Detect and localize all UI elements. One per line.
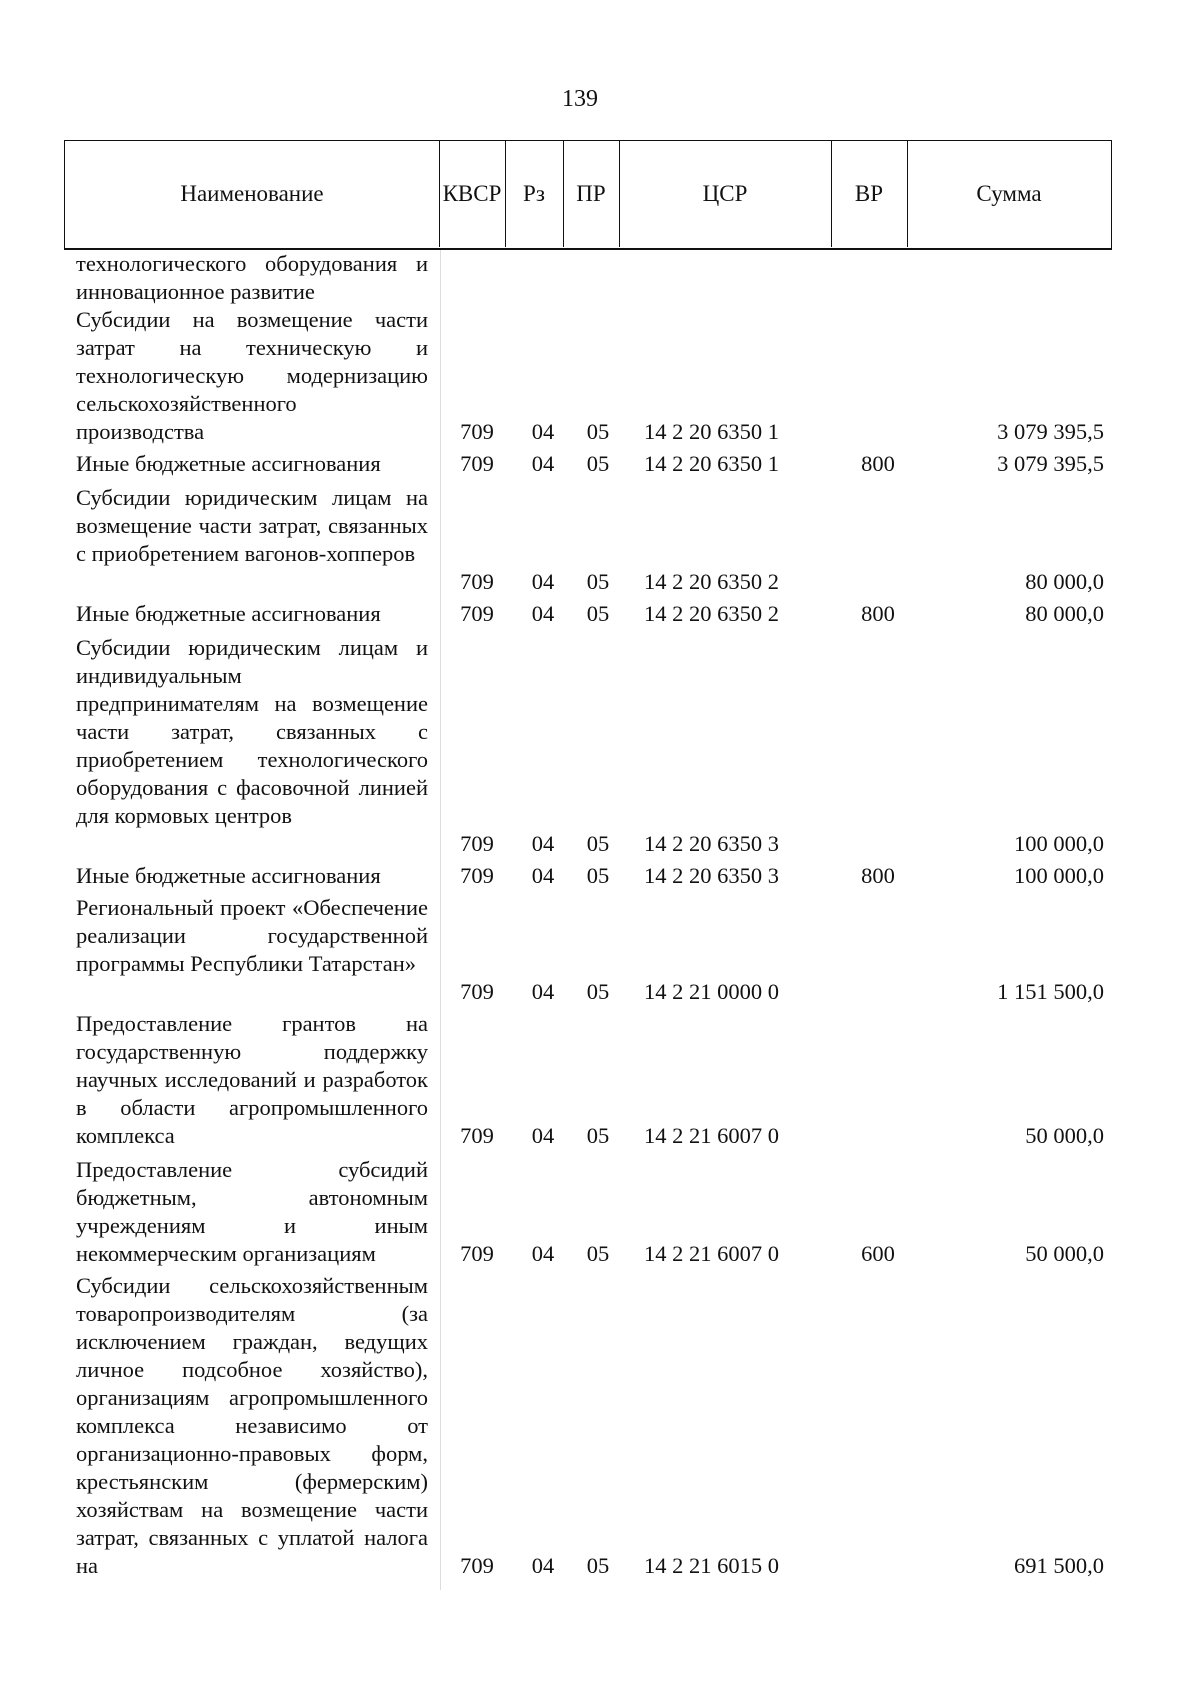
row-csr: 14 2 20 6350 2	[644, 569, 779, 594]
row-sum: 1 151 500,0	[997, 979, 1104, 1004]
table-row	[0, 1010, 1200, 1152]
row-sum: 50 000,0	[1025, 1123, 1104, 1148]
header-csr: ЦСР	[702, 181, 748, 206]
row-rz: 04	[531, 863, 555, 888]
row-vr: 800	[861, 451, 895, 476]
table-row	[0, 484, 1200, 598]
row-sum: 80 000,0	[1025, 569, 1104, 594]
row-rz: 04	[531, 831, 555, 856]
row-pr: 05	[586, 979, 610, 1004]
row-pr: 05	[586, 831, 610, 856]
row-pr: 05	[586, 569, 610, 594]
row-kvsr: 709	[460, 419, 494, 444]
row-csr: 14 2 21 0000 0	[644, 979, 779, 1004]
header-pr: ПР	[576, 181, 606, 206]
row-csr: 14 2 20 6350 2	[644, 601, 779, 626]
row-name: Иные бюджетные ассигнования	[76, 863, 381, 888]
row-kvsr: 709	[460, 1241, 494, 1266]
row-name: Субсидии на возмещение части затрат на техническую и технологическую модернизацию сельскохозяйственного производства	[76, 307, 428, 444]
row-sum: 80 000,0	[1025, 601, 1104, 626]
row-name: Субсидии юридическим лицам на возмещение части затрат, связанных с приобретением вагонов-хопперов	[76, 485, 428, 566]
row-sum: 100 000,0	[1014, 863, 1104, 888]
row-name: Субсидии сельскохозяйственным товаропроизводителям (за исключением граждан, ведущих личное подсобное хозяйство), организациям агропромышленного комплекса независимо от организационно-правовых форм, крестьянским (фермерским) хозяйствам на возмещение части затрат, связанных с уплатой налога на	[76, 1273, 428, 1578]
row-csr: 14 2 20 6350 3	[644, 863, 779, 888]
row-name: Региональный проект «Обеспечение реализации государственной программы Республики Татарстан»	[76, 895, 428, 976]
row-pr: 05	[586, 1553, 610, 1578]
table-row	[0, 1156, 1200, 1270]
row-sum: 691 500,0	[1014, 1553, 1104, 1578]
row-rz: 04	[531, 419, 555, 444]
row-name: Предоставление грантов на государственную поддержку научных исследований и разработок в области агропромышленного комплекса	[76, 1011, 428, 1148]
row-kvsr: 709	[460, 569, 494, 594]
header-vr: ВР	[854, 181, 884, 206]
table-row	[0, 634, 1200, 860]
row-name: Предоставление субсидий бюджетным, автономным учреждениям и иным некоммерческим организациям	[76, 1157, 428, 1266]
row-rz: 04	[531, 601, 555, 626]
row-kvsr: 709	[460, 863, 494, 888]
row-rz: 04	[531, 1553, 555, 1578]
table-row	[0, 862, 1200, 892]
row-pr: 05	[586, 863, 610, 888]
row-pr: 05	[586, 419, 610, 444]
header-kvsr: КВСР	[442, 181, 502, 206]
table-header	[64, 140, 1112, 250]
row-rz: 04	[531, 1123, 555, 1148]
table-body	[0, 250, 1200, 1578]
row-kvsr: 709	[460, 601, 494, 626]
table-row	[0, 600, 1200, 630]
row-kvsr: 709	[460, 831, 494, 856]
row-pr: 05	[586, 1123, 610, 1148]
row-sum: 50 000,0	[1025, 1241, 1104, 1266]
header-rz: Рз	[523, 181, 545, 206]
row-kvsr: 709	[460, 1553, 494, 1578]
row-csr: 14 2 20 6350 3	[644, 831, 779, 856]
row-kvsr: 709	[460, 451, 494, 476]
row-pr: 05	[586, 451, 610, 476]
row-name: Иные бюджетные ассигнования	[76, 451, 381, 476]
table-row	[0, 450, 1200, 480]
row-sum: 3 079 395,5	[997, 451, 1104, 476]
row-vr: 800	[861, 601, 895, 626]
row-vr: 600	[861, 1241, 895, 1266]
row-rz: 04	[531, 979, 555, 1004]
row-vr: 800	[861, 863, 895, 888]
row-kvsr: 709	[460, 1123, 494, 1148]
header-name: Наименование	[180, 181, 324, 206]
row-name: технологического оборудования и инновационное развитие	[76, 251, 428, 304]
row-name: Иные бюджетные ассигнования	[76, 601, 381, 626]
table-row	[0, 306, 1200, 446]
row-kvsr: 709	[460, 979, 494, 1004]
header-sum: Сумма	[976, 181, 1042, 206]
row-csr: 14 2 20 6350 1	[644, 451, 779, 476]
row-csr: 14 2 20 6350 1	[644, 419, 779, 444]
row-csr: 14 2 21 6015 0	[644, 1553, 779, 1578]
table-row	[0, 894, 1200, 1008]
row-rz: 04	[531, 569, 555, 594]
row-csr: 14 2 21 6007 0	[644, 1241, 779, 1266]
row-pr: 05	[586, 601, 610, 626]
row-pr: 05	[586, 1241, 610, 1266]
row-rz: 04	[531, 1241, 555, 1266]
page-number: 139	[562, 86, 598, 112]
table-row	[0, 1272, 1200, 1582]
row-sum: 100 000,0	[1014, 831, 1104, 856]
table-row	[0, 250, 1200, 306]
row-name: Субсидии юридическим лицам и индивидуальным предпринимателям на возмещение части затрат, связанных с приобретением технологического оборудования с фасовочной линией для кормовых центров	[76, 635, 428, 828]
row-rz: 04	[531, 451, 555, 476]
row-sum: 3 079 395,5	[997, 419, 1104, 444]
row-csr: 14 2 21 6007 0	[644, 1123, 779, 1148]
